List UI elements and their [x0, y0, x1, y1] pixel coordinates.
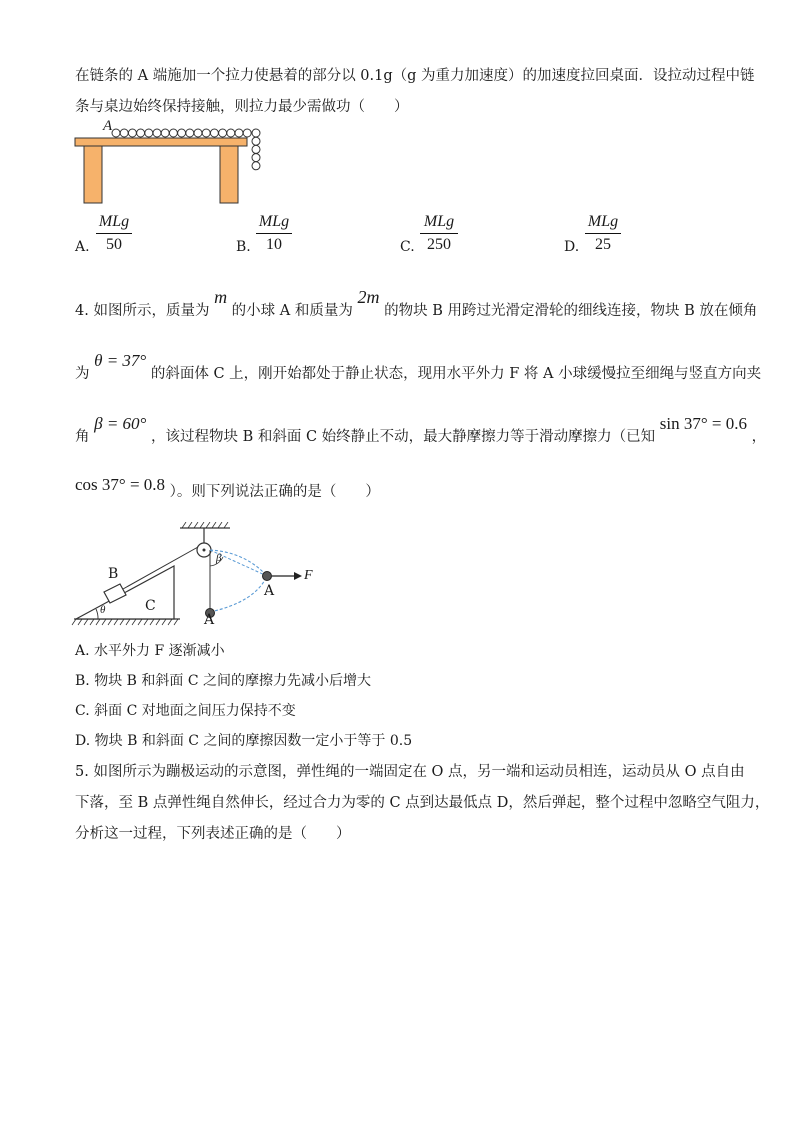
- q4-fig-label-a-right: A: [264, 583, 275, 599]
- fraction-bar: [420, 233, 458, 234]
- q4-line1-part-c: 的物块 B 用跨过光滑定滑轮的细线连接，物块 B 放在倾角: [384, 303, 758, 319]
- q4-option-d: D. 物块 B 和斜面 C 之间的摩擦因数一定小于等于 0.5: [75, 733, 413, 749]
- q4-beta-value: β = 60°: [94, 414, 147, 433]
- chain-link: [235, 129, 243, 137]
- chain-link-hanging: [252, 137, 260, 145]
- q4-fig-label-c: C: [145, 598, 156, 614]
- chain-link: [128, 129, 136, 137]
- q3-option-c-fraction: [420, 212, 458, 255]
- q4-theta-value: θ = 37°: [94, 351, 147, 370]
- chain-link-hanging: [252, 162, 260, 170]
- q3-chain-table-figure: [70, 118, 270, 208]
- q3-fig-label-a: A: [103, 118, 113, 134]
- q4-mass-m: m: [214, 287, 228, 307]
- chain-link: [112, 129, 120, 137]
- q4-fig-label-b: B: [108, 566, 119, 582]
- chain-link: [210, 129, 218, 137]
- chain-link: [161, 129, 169, 137]
- chain-link-hanging: [252, 129, 260, 137]
- q3-option-c-num: MLg: [423, 213, 455, 230]
- q3-option-a-letter: A.: [75, 239, 90, 255]
- q4-mass-2m: 2m: [357, 287, 380, 307]
- q4-line2-part-a: 为: [75, 366, 90, 382]
- q4-line3-comma: ，: [751, 429, 767, 445]
- q3-option-d-num: MLg: [587, 213, 619, 230]
- q3-option-a-num: MLg: [98, 213, 130, 230]
- q4-option-b: B. 物块 B 和斜面 C 之间的摩擦力先减小后增大: [75, 673, 371, 689]
- chain-link: [202, 129, 210, 137]
- chain-link: [194, 129, 202, 137]
- chain-link: [178, 129, 186, 137]
- q5-line1: 5. 如图所示为蹦极运动的示意图，弹性绳的一端固定在 O 点，另一端和运动员相连，运动员从 O 点自由: [75, 764, 745, 780]
- chain-link: [219, 129, 227, 137]
- q4-line1-part-a: 4. 如图所示，质量为: [75, 303, 210, 319]
- q4-option-a: A. 水平外力 F 逐渐减小: [75, 643, 225, 659]
- chain-link-hanging: [252, 154, 260, 162]
- chain-link: [169, 129, 177, 137]
- q4-line3-part-b: ，该过程物块 B 和斜面 C 始终静止不动，最大静摩擦力等于滑动摩擦力（已知: [150, 429, 656, 445]
- chain-link: [145, 129, 153, 137]
- chain-link: [137, 129, 145, 137]
- fraction-bar: [256, 233, 292, 234]
- q4-line4-part-b: ）。则下列说法正确的是（ ）: [169, 484, 380, 500]
- chain-link: [153, 129, 161, 137]
- q4-line2: [75, 351, 762, 383]
- q3-option-b-den: 10: [266, 236, 282, 253]
- q3-option-c-den: 250: [427, 236, 451, 253]
- q4-line4: [75, 475, 380, 501]
- q4-line2-part-b: 的斜面体 C 上，刚开始都处于静止状态，现用水平外力 F 将 A 小球缓慢拉至细绳与竖直方向夹: [150, 366, 762, 382]
- q4-line3-part-a: 角: [75, 429, 90, 445]
- fraction-bar: [96, 233, 132, 234]
- q3-text-line2: 条与桌边始终保持接触，则拉力最少需做功（ ）: [75, 99, 409, 115]
- q4-line1-part-b: 的小球 A 和质量为: [231, 303, 353, 319]
- q3-option-b-letter: B.: [236, 239, 251, 255]
- q4-fig-label-a-bottom: A: [204, 612, 215, 628]
- q3-option-d-letter: D.: [564, 239, 580, 255]
- q4-line1: [75, 287, 758, 320]
- q5-line2: 下落，至 B 点弹性绳自然伸长，经过合力为零的 C 点到达最低点 D，然后弹起，整个过程中忽略空气阻力，: [75, 795, 770, 811]
- chain-link: [120, 129, 128, 137]
- q3-option-a-fraction: [96, 212, 132, 255]
- q3-option-a-den: 50: [106, 236, 122, 253]
- q4-option-c: C. 斜面 C 对地面之间压力保持不变: [75, 703, 296, 719]
- q3-option-b-fraction: [256, 212, 292, 255]
- q4-sin-value: sin 37° = 0.6: [659, 414, 747, 433]
- chain-link-hanging: [252, 145, 260, 153]
- q3-option-d-fraction: [585, 212, 621, 255]
- q4-line3: [75, 414, 767, 446]
- q5-line3: 分析这一过程，下列表述正确的是（ ）: [75, 826, 351, 842]
- q4-cos-value: cos 37° = 0.8: [75, 475, 166, 494]
- chain-link: [243, 129, 251, 137]
- chain-link: [186, 129, 194, 137]
- q3-option-d-den: 25: [595, 236, 611, 253]
- q3-option-c-letter: C.: [400, 239, 415, 255]
- fraction-bar: [585, 233, 621, 234]
- q4-fig-label-beta: β: [216, 552, 222, 564]
- q3-text-line1: 在链条的 A 端施加一个拉力使悬着的部分以 0.1g（g 为重力加速度）的加速度拉回桌面．设拉动过程中链: [75, 68, 755, 84]
- q3-option-b-num: MLg: [258, 213, 290, 230]
- q4-fig-label-f: F: [304, 568, 313, 583]
- chain-link: [227, 129, 235, 137]
- q4-fig-label-theta: θ: [100, 604, 106, 616]
